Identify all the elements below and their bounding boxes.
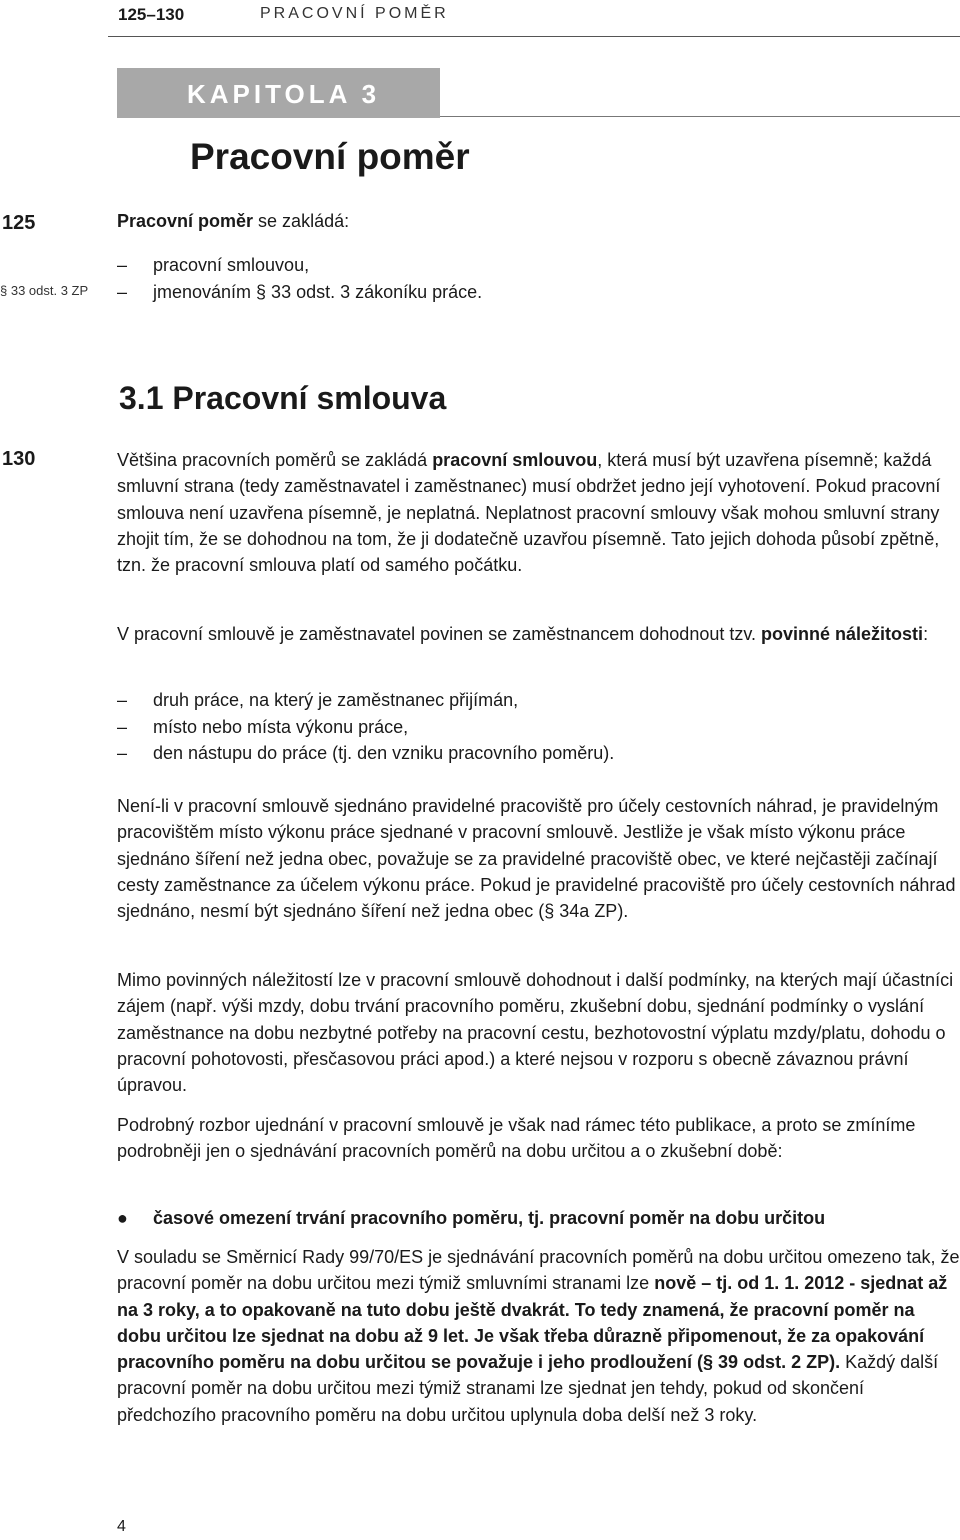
bullet-item <box>117 1205 960 1231</box>
paragraph-6 <box>117 1244 960 1428</box>
para2-text-c: : <box>923 624 929 644</box>
intro-paragraph <box>117 208 960 234</box>
paragraph-5: Podrobný rozbor ujednání v pracovní smlouvě je však nad rámec této publikace, a proto se zmíníme podrobněji jen o sjednávání pracovních poměrů na dobu určitou a o zkušební době: <box>117 1115 916 1162</box>
dash-marker: – <box>117 690 128 710</box>
requirements-list <box>117 687 960 767</box>
chapter-divider <box>440 116 960 117</box>
paragraph-4: Mimo povinných náležitostí lze v pracovní smlouvě dohodnout i další podmínky, na kterých mají účastníci zájem (např. výši mzdy, dobu trvání pracovního poměru, zkušební dobu, sjednání podmínky o vyslání zaměstnance na dobu nezbytné potřeby na pracovní cestu, bezhotovostní výplatu mzdy/platu, dohodu o pracovní pohotovosti, přesčasovou práci apod.) a které nejsou v rozporu s obecně závaznou právní úpravou. <box>117 970 954 1096</box>
para1-text-c: , která musí být uzavřena písemně; každá smluvní strana (tedy zaměstnavatel i zaměstnanec) musí obdržet jedno její vyhotovení. Pokud pracovní smlouva není uzavřena písemně, je neplatná. Neplatnost pracovní smlouvy však mohou smluvní strany zhojit tím, že se dohodnou na tom, že ji dodatečně uzavřou písemně. Tato jejich dohoda působí zpětně, tzn. že pracovní smlouva platí od samého počátku. <box>117 450 941 576</box>
para1-text-a: Většina pracovních poměrů se zakládá <box>117 450 433 470</box>
paragraph-3: Není-li v pracovní smlouvě sjednáno pravidelné pracoviště pro účely cestovních náhrad, je pravidelným pracovištěm místo výkonu práce sjednané v pracovní smlouvě. Jestliže je však místo výkonu práce sjednáno šíření než jedna obec, považuje se za pravidelné pracoviště obec, ve které nejčastěji začínají cesty zaměstnance za účelem výkonu práce. Pokud je pravidelné pracoviště pro účely cestovních náhrad sjednáno, nesmí být sjednáno šíření než jedna obec (§ 34a ZP). <box>117 796 956 922</box>
header-running-title: PRACOVNÍ POMĚR <box>260 5 449 22</box>
para6-text-a: V souladu se Směrnicí Rady 99/70/ES je sjednávání pracovních poměrů na dobu určitou omezeno tak, že pracovní poměr na dobu určitou mezi týmiž smluvními stranami lze <box>117 1247 960 1294</box>
dash-marker: – <box>117 743 128 763</box>
dash-marker: – <box>117 255 128 275</box>
header-page-range: 125–130 <box>118 5 185 24</box>
list-item-text: druh práce, na který je zaměstnanec přijímán, <box>153 690 519 710</box>
para2-text-a: V pracovní smlouvě je zaměstnavatel povinen se zaměstnancem dohodnout tzv. <box>117 624 762 644</box>
para2-bold: povinné náležitosti <box>761 624 924 644</box>
margin-number-125: 125 <box>2 212 36 234</box>
para6-text-c: Každý další pracovní poměr na dobu určitou mezi týmiž stranami lze sjednat jen tehdy, pokud od skončení předchozího pracovního poměru na dobu určitou uplynula doba delší než 3 roky. <box>117 1352 939 1425</box>
paragraph-1 <box>117 447 960 578</box>
list-item <box>117 714 960 741</box>
dash-marker: – <box>117 716 128 737</box>
intro-text: se zakládá: <box>253 211 350 231</box>
margin-number-130: 130 <box>2 448 36 470</box>
list-item-text: den nástupu do práce (tj. den vzniku pracovního poměru). <box>153 743 615 763</box>
page-number: 4 <box>117 1518 126 1535</box>
list-item <box>117 687 960 714</box>
intro-list <box>117 252 960 305</box>
para1-bold: pracovní smlouvou <box>432 450 598 470</box>
list-item <box>117 252 960 279</box>
bullet-text: časové omezení trvání pracovního poměru, tj. pracovní poměr na dobu určitou <box>153 1208 826 1228</box>
list-item-text: jmenováním § 33 odst. 3 zákoníku práce. <box>153 281 483 302</box>
header-divider <box>108 36 960 37</box>
paragraph-2 <box>117 621 960 647</box>
chapter-label: KAPITOLA 3 <box>187 79 381 109</box>
dash-marker: – <box>117 281 128 302</box>
section-heading: 3.1 Pracovní smlouva <box>119 380 447 416</box>
margin-reference: § 33 odst. 3 ZP <box>0 283 89 298</box>
intro-bold-lead: Pracovní poměr <box>117 211 254 231</box>
list-item-text: místo nebo místa výkonu práce, <box>153 716 409 737</box>
para6-bold: nově – tj. od 1. 1. 2012 - sjednat až na 3 roky, a to opakovaně na tuto dobu ještě dvakrát. To tedy znamená, že pracovní poměr na dobu určitou lze sjednat na dobu až 9 let. Je však třeba důrazně připomenout, že za opakování pracovního poměru na dobu určitou se považuje i jeho prodloužení (§ 39 odst. 2 ZP). <box>117 1273 948 1373</box>
list-item <box>117 740 960 767</box>
list-item <box>117 279 960 306</box>
bullet-marker: ● <box>117 1208 128 1228</box>
list-item-text: pracovní smlouvou, <box>153 255 310 275</box>
chapter-title: Pracovní poměr <box>190 136 470 177</box>
